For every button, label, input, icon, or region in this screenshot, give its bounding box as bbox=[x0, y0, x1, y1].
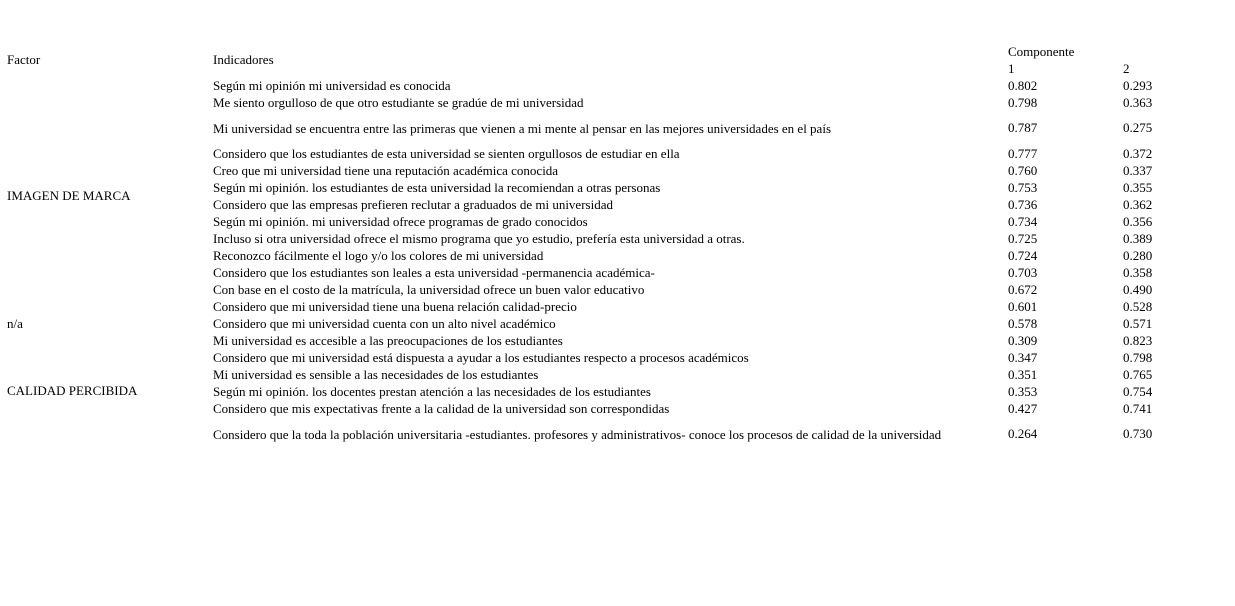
indicator-text: Según mi opinión. mi universidad ofrece programas de grado conocidos bbox=[213, 214, 588, 229]
component-1-value: 0.724 bbox=[1008, 247, 1038, 263]
indicator-text: Según mi opinión. los docentes prestan atención a las necesidades de los estudiantes bbox=[213, 384, 651, 399]
table-row bbox=[0, 417, 1235, 451]
indicator-text: Creo que mi universidad tiene una reputación académica conocida bbox=[213, 163, 559, 178]
component-2-value: 0.372 bbox=[1123, 145, 1153, 161]
factor-label: CALIDAD PERCIBIDA bbox=[7, 383, 138, 398]
table-row bbox=[0, 298, 1235, 315]
component-2-value: 0.358 bbox=[1123, 264, 1153, 280]
indicator-text: Considero que mi universidad cuenta con un alto nivel académico bbox=[213, 316, 556, 331]
factor-label: IMAGEN DE MARCA bbox=[7, 188, 131, 203]
component-1-value: 0.309 bbox=[1008, 332, 1038, 348]
indicator-text: Según mi opinión. los estudiantes de esta universidad la recomiendan a otras personas bbox=[213, 180, 661, 195]
table-row bbox=[0, 247, 1235, 264]
table-row bbox=[0, 366, 1235, 383]
table-row bbox=[0, 281, 1235, 298]
indicator-text: Considero que mis expectativas frente a la calidad de la universidad son correspondidas bbox=[213, 401, 670, 416]
component-2-value: 0.823 bbox=[1123, 332, 1153, 348]
component-1-value: 0.578 bbox=[1008, 315, 1038, 331]
component-2-value: 0.754 bbox=[1123, 383, 1153, 399]
indicator-text: Considero que mi universidad tiene una buena relación calidad-precio bbox=[213, 299, 577, 314]
table-row bbox=[0, 145, 1235, 162]
table-row bbox=[0, 230, 1235, 247]
table-row bbox=[0, 162, 1235, 179]
component-2-value: 0.275 bbox=[1123, 120, 1153, 135]
component-1-value: 0.703 bbox=[1008, 264, 1038, 280]
component-1-value: 0.601 bbox=[1008, 298, 1038, 314]
table-row bbox=[0, 77, 1235, 94]
indicator-text: Considero que las empresas prefieren reclutar a graduados de mi universidad bbox=[213, 197, 613, 212]
table-row bbox=[0, 383, 1235, 400]
component-2-value: 0.765 bbox=[1123, 366, 1153, 382]
component-1-value: 0.802 bbox=[1008, 77, 1038, 93]
header-indicadores: Indicadores bbox=[213, 52, 274, 67]
component-1-value: 0.753 bbox=[1008, 179, 1038, 195]
indicator-text: Reconozco fácilmente el logo y/o los colores de mi universidad bbox=[213, 248, 544, 263]
indicator-text: Según mi opinión mi universidad es conocida bbox=[213, 78, 451, 93]
header-component-2: 2 bbox=[1123, 61, 1130, 76]
component-2-value: 0.490 bbox=[1123, 281, 1153, 297]
indicator-text: Me siento orgulloso de que otro estudiante se gradúe de mi universidad bbox=[213, 95, 584, 110]
table-row bbox=[0, 94, 1235, 111]
component-1-value: 0.264 bbox=[1008, 426, 1038, 441]
table-row bbox=[0, 332, 1235, 349]
component-1-value: 0.777 bbox=[1008, 145, 1038, 161]
header-component-1: 1 bbox=[1008, 61, 1015, 76]
component-2-value: 0.741 bbox=[1123, 400, 1153, 416]
component-1-value: 0.760 bbox=[1008, 162, 1038, 178]
component-1-value: 0.347 bbox=[1008, 349, 1038, 365]
table-row bbox=[0, 349, 1235, 366]
indicator-text: Mi universidad se encuentra entre las primeras que vienen a mi mente al pensar en las mejores universidades en el país bbox=[213, 120, 832, 136]
component-1-value: 0.734 bbox=[1008, 213, 1038, 229]
table-row bbox=[0, 315, 1235, 332]
table-row bbox=[0, 400, 1235, 417]
component-1-value: 0.427 bbox=[1008, 400, 1038, 416]
component-2-value: 0.337 bbox=[1123, 162, 1153, 178]
header-componente: Componente bbox=[1008, 44, 1075, 59]
component-2-value: 0.528 bbox=[1123, 298, 1153, 314]
component-2-value: 0.363 bbox=[1123, 94, 1153, 110]
indicator-text: Considero que los estudiantes son leales a esta universidad -permanencia académica- bbox=[213, 265, 655, 280]
component-1-value: 0.798 bbox=[1008, 94, 1038, 110]
indicator-text: Considero que la toda la población universitaria -estudiantes. profesores y administrativos- conoce los procesos de calidad de la universidad bbox=[213, 426, 942, 442]
table-row bbox=[0, 188, 1235, 213]
indicator-text: Con base en el costo de la matrícula, la universidad ofrece un buen valor educativo bbox=[213, 282, 645, 297]
loadings-table bbox=[0, 77, 1235, 451]
indicator-text: Considero que los estudiantes de esta universidad se sienten orgullosos de estudiar en ella bbox=[213, 146, 680, 161]
indicator-text: Mi universidad es sensible a las necesidades de los estudiantes bbox=[213, 367, 539, 382]
component-2-value: 0.293 bbox=[1123, 77, 1153, 93]
table-row bbox=[0, 264, 1235, 281]
component-2-value: 0.356 bbox=[1123, 213, 1153, 229]
header-factor: Factor bbox=[7, 52, 41, 67]
component-1-value: 0.787 bbox=[1008, 120, 1038, 135]
factor-label: n/a bbox=[7, 315, 23, 331]
indicator-text: Mi universidad es accesible a las preocupaciones de los estudiantes bbox=[213, 333, 563, 348]
component-2-value: 0.280 bbox=[1123, 247, 1153, 263]
component-2-value: 0.362 bbox=[1123, 196, 1153, 212]
component-2-value: 0.730 bbox=[1123, 426, 1153, 441]
component-1-value: 0.736 bbox=[1008, 196, 1038, 212]
table-row bbox=[0, 179, 1235, 196]
component-1-value: 0.353 bbox=[1008, 383, 1038, 399]
component-2-value: 0.798 bbox=[1123, 349, 1153, 365]
component-1-value: 0.351 bbox=[1008, 366, 1038, 382]
indicator-text: Considero que mi universidad está dispuesta a ayudar a los estudiantes respecto a procesos académicos bbox=[213, 350, 749, 365]
table-row bbox=[0, 111, 1235, 145]
indicator-text: Incluso si otra universidad ofrece el mismo programa que yo estudio, prefería esta universidad a otras. bbox=[213, 231, 745, 246]
table-row bbox=[0, 213, 1235, 230]
component-2-value: 0.355 bbox=[1123, 179, 1153, 195]
component-2-value: 0.389 bbox=[1123, 230, 1153, 246]
component-2-value: 0.571 bbox=[1123, 315, 1153, 331]
component-1-value: 0.725 bbox=[1008, 230, 1038, 246]
component-1-value: 0.672 bbox=[1008, 281, 1038, 297]
